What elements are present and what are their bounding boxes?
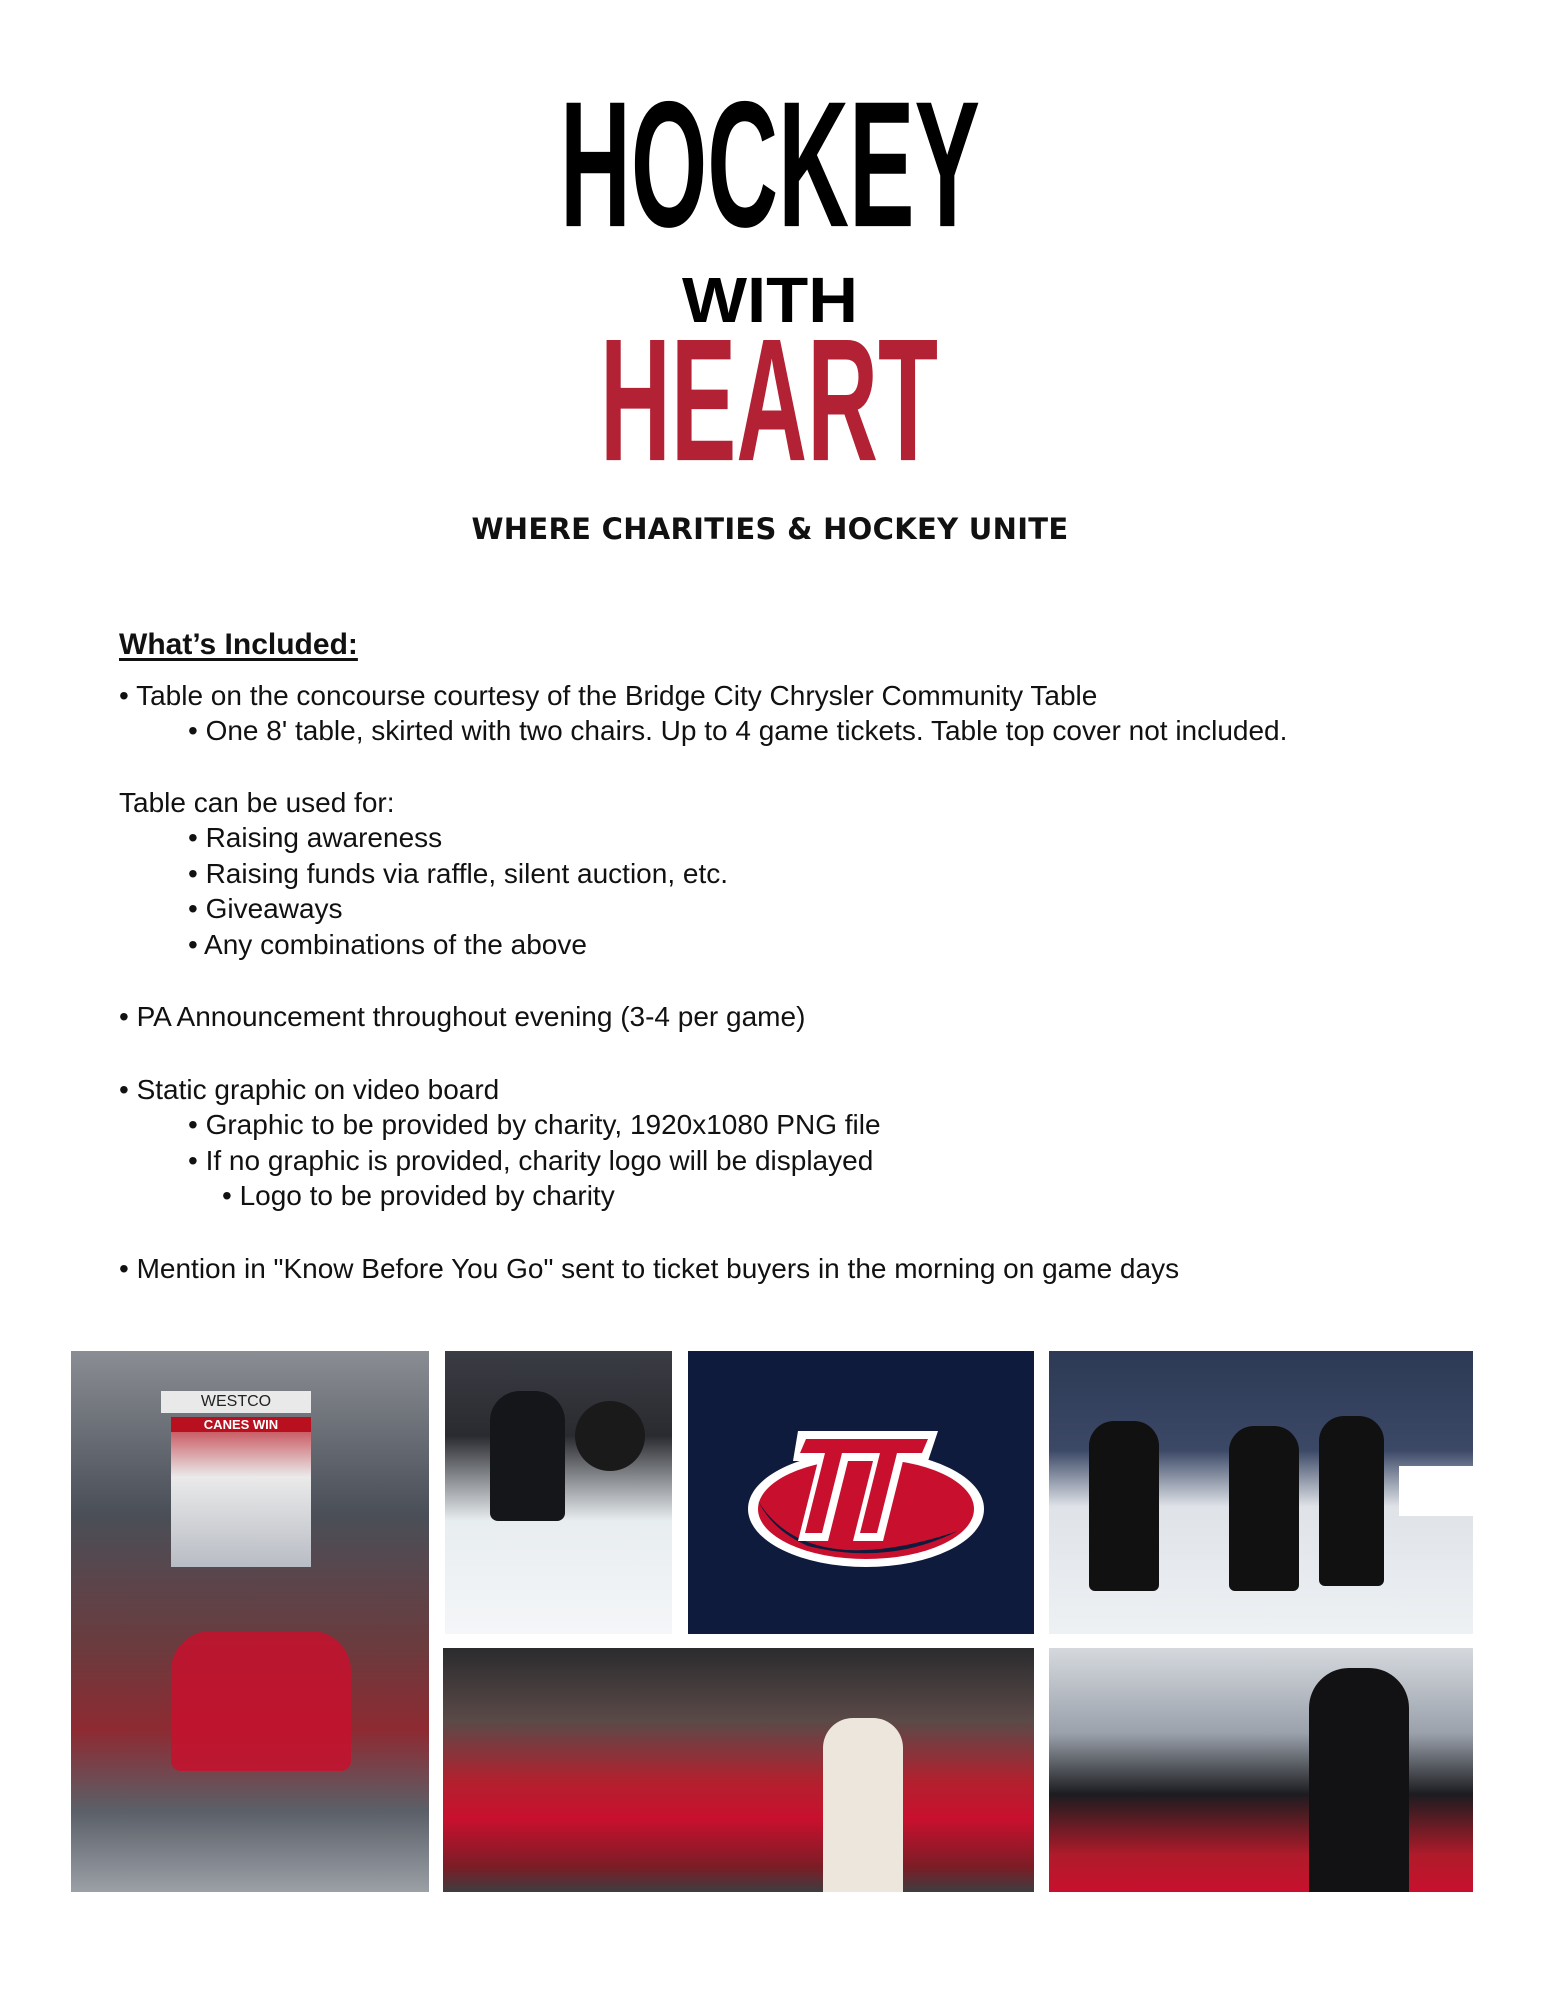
logo-with-wordmark xyxy=(680,272,860,324)
svg-text:WITH: WITH xyxy=(682,272,858,324)
included-item: • Mention in "Know Before You Go" sent to ticket buyers in the morning on game days xyxy=(119,1253,1180,1284)
photo-fans-crowd xyxy=(443,1648,1034,1892)
glove-foreground xyxy=(575,1401,645,1471)
fan-white-jersey xyxy=(823,1718,903,1892)
player-5 xyxy=(1229,1426,1299,1591)
included-subitem: • If no graphic is provided, charity logo will be displayed xyxy=(188,1145,874,1176)
photo-players-bench-celebration xyxy=(1049,1351,1473,1634)
player-24 xyxy=(1089,1421,1159,1591)
player-figure xyxy=(1309,1668,1409,1892)
hurricanes-logo xyxy=(688,1351,1034,1634)
players-jerseys xyxy=(171,1631,351,1771)
photo-player-celebrating xyxy=(445,1351,672,1634)
whats-included-heading: What’s Included: xyxy=(119,628,358,661)
included-subsubitem: • Logo to be provided by charity xyxy=(222,1180,615,1211)
included-subitem: • Graphic to be provided by charity, 1920x1080 PNG file xyxy=(188,1109,881,1140)
included-item: • Table on the concourse courtesy of the Bridge City Chrysler Community Table xyxy=(119,680,1098,711)
included-subitem: • One 8' table, skirted with two chairs. Up to 4 game tickets. Table top cover not included. xyxy=(188,715,1288,746)
arena-sign: WESTCO xyxy=(161,1391,311,1413)
included-item: • PA Announcement throughout evening (3-4 per game) xyxy=(119,1001,806,1032)
team-logo-tile xyxy=(688,1351,1034,1634)
player-figure xyxy=(490,1391,565,1521)
table-use-item: • Raising funds via raffle, silent auction, etc. xyxy=(188,858,729,889)
video-board-text: CANES WIN xyxy=(171,1417,311,1432)
logo-hockey-wordmark xyxy=(555,92,985,272)
photo-player-high-fives xyxy=(1049,1648,1473,1892)
table-use-item: • Raising awareness xyxy=(188,822,443,853)
table-use-item: • Any combinations of the above xyxy=(188,929,587,960)
svg-text:HOCKEY: HOCKEY xyxy=(560,92,980,265)
sponsor-board xyxy=(1399,1466,1473,1516)
table-uses-label: Table can be used for: xyxy=(119,787,395,818)
photo-players-tunnel xyxy=(71,1351,429,1892)
logo-tagline: WHERE CHARITIES & HOCKEY UNITE xyxy=(471,512,1069,546)
included-item: • Static graphic on video board xyxy=(119,1074,500,1105)
player-11 xyxy=(1319,1416,1384,1586)
svg-text:HEART: HEART xyxy=(600,326,938,498)
table-use-item: • Giveaways xyxy=(188,893,343,924)
logo-heart-wordmark xyxy=(598,326,940,502)
video-board xyxy=(171,1417,311,1567)
